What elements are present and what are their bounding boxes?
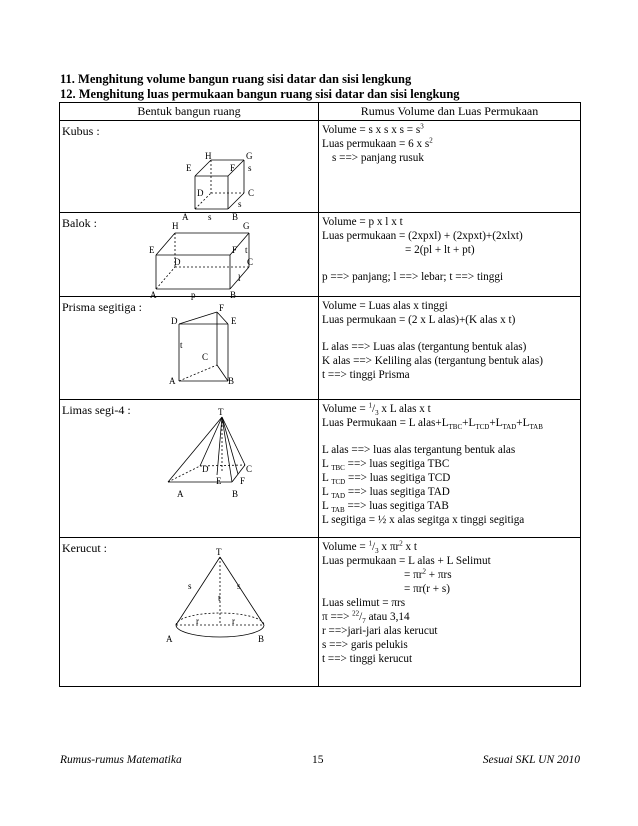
formula-line: L $_{TAB}$ ==> luas segitiga TAB xyxy=(322,500,449,515)
formula-line: t ==> tinggi Prisma xyxy=(322,369,410,381)
cube-label-C: C xyxy=(248,188,255,198)
formula-line: L alas ==> Luas alas (tergantung bentuk alas) xyxy=(322,341,527,353)
cube-label-F: F xyxy=(230,163,236,173)
cuboid-label-t: t xyxy=(245,245,248,255)
formula-cell-prisma xyxy=(319,297,581,400)
heading-surface-area: 12. Menghitung luas permukaan bangun ruang sisi datar dan sisi lengkung xyxy=(60,87,460,101)
formula-cell-kerucut xyxy=(319,538,581,687)
cube-label-G: G xyxy=(246,151,253,161)
table-header-row xyxy=(60,103,581,121)
cube-label-D: D xyxy=(197,188,204,198)
formula-line: r ==>jari-jari alas kerucut xyxy=(322,625,438,637)
cube-diagram xyxy=(60,121,319,222)
formula-table xyxy=(59,102,581,687)
formula-line: L $_{TAD}$ ==> luas segitiga TAD xyxy=(322,486,450,501)
cone-label-r1: r xyxy=(196,616,199,626)
pyramid-label-B: B xyxy=(232,489,239,499)
cone-label-B: B xyxy=(258,634,265,644)
formula-line: Luas permukaan = L alas + L Selimut xyxy=(322,555,491,567)
pyramid-label-T: T xyxy=(218,407,224,417)
pyramid-label-E: E xyxy=(216,476,222,486)
formula-line: Luas permukaan = (2xpxl) + (2xpxt)+(2xlxt) xyxy=(322,230,523,242)
cone-diagram xyxy=(60,538,319,687)
pyramid-label-A: A xyxy=(177,489,184,499)
prism-label-t: t xyxy=(180,340,183,350)
triangular-prism-diagram xyxy=(60,297,319,400)
formula-cell-balok xyxy=(319,213,581,297)
cone-label-A: A xyxy=(166,634,173,644)
formula-line: p ==> panjang; l ==> lebar; t ==> tinggi xyxy=(322,271,504,283)
formula-line: Volume = $^1/_3$ x $\pi r^2$ x t xyxy=(322,539,417,556)
cuboid-diagram xyxy=(60,213,319,300)
table-row-kubus xyxy=(60,121,581,213)
shape-name-kubus: Kubus : xyxy=(62,124,100,138)
page-number: 15 xyxy=(312,754,324,766)
cuboid-label-A: A xyxy=(150,290,157,300)
pyramid-label-F: F xyxy=(240,476,246,486)
formula-line: L segitiga = ½ x alas segitga x tinggi segitiga xyxy=(322,514,525,526)
pyramid-label-D: D xyxy=(202,464,209,474)
cuboid-label-E: E xyxy=(149,245,155,255)
prism-label-A: A xyxy=(169,376,176,386)
table-row-limas xyxy=(60,400,581,538)
cuboid-label-C: C xyxy=(247,257,254,267)
cuboid-label-l: l xyxy=(238,273,241,283)
shape-cell-kubus xyxy=(60,121,319,222)
formula-line: Volume = $^1/_3$ x L alas x t xyxy=(322,401,431,418)
formula-line: = πr(r + s) xyxy=(404,583,450,595)
formula-line: s ==> panjang rusuk xyxy=(332,152,424,164)
formula-line: L alas ==> luas alas tergantung bentuk alas xyxy=(322,444,516,456)
cube-label-H: H xyxy=(205,151,212,161)
shape-name-prisma: Prisma segitiga : xyxy=(62,300,142,314)
formula-line: Luas permukaan = 6 x $s^2$ xyxy=(322,136,433,150)
formula-line: π ==> $^{22}/_7$ atau 3,14 xyxy=(322,609,410,626)
cube-label-E: E xyxy=(186,163,192,173)
pyramid-diagram xyxy=(60,400,319,538)
formula-line: K alas ==> Keliling alas (tergantung bentuk alas) xyxy=(322,355,543,367)
prism-label-D: D xyxy=(171,316,178,326)
table-row-balok xyxy=(60,213,581,297)
cuboid-label-B: B xyxy=(230,290,237,300)
cone-label-r2: r xyxy=(232,616,235,626)
formula-line: Luas permukaan = (2 x L alas)+(K alas x t) xyxy=(322,314,516,326)
shape-name-limas: Limas segi-4 : xyxy=(62,403,131,417)
shape-name-balok: Balok : xyxy=(62,216,97,230)
formula-line: = $\pi r^2 + \pi rs$ xyxy=(404,567,452,581)
shape-name-kerucut: Kerucut : xyxy=(62,541,107,555)
cone-label-s1: s xyxy=(188,581,192,591)
cuboid-label-F: F xyxy=(232,245,238,255)
cuboid-label-D: D xyxy=(174,257,181,267)
pyramid-label-C: C xyxy=(246,464,253,474)
formula-cell-kubus xyxy=(319,121,581,213)
cube-label-s1: s xyxy=(248,163,252,173)
cuboid-label-G: G xyxy=(243,221,250,231)
formula-line: Luas Permukaan = L $alas+L_{TBC}+L_{TCD}+L_{TAD}+L_{TAB}$ xyxy=(322,417,543,432)
formula-line: Luas selimut = πrs xyxy=(322,597,406,609)
shape-cell-prisma xyxy=(60,297,319,400)
formula-line: = 2(pl + lt + pt) xyxy=(405,244,475,256)
cube-label-s2: s xyxy=(238,199,242,209)
cuboid-label-p: p xyxy=(191,290,196,300)
cone-label-t: t xyxy=(218,593,221,603)
shape-cell-limas xyxy=(60,400,319,538)
heading-volume: 11. Menghitung volume bangun ruang sisi datar dan sisi lengkung xyxy=(60,72,412,86)
cuboid-label-H: H xyxy=(172,221,179,231)
cube-label-B: B xyxy=(232,212,239,222)
formula-line: Volume = s x s x $s = s^3$ xyxy=(322,122,424,136)
footer-right: Sesuai SKL UN 2010 xyxy=(482,754,580,766)
footer-left: Rumus-rumus Matematika xyxy=(60,754,182,766)
formula-line: L $_{TCD}$ ==> luas segitiga TCD xyxy=(322,472,451,487)
shape-cell-balok xyxy=(60,213,319,300)
table-row-kerucut xyxy=(60,538,581,687)
prism-label-F: F xyxy=(219,303,225,313)
formula-line: L $_{TBC}$ ==> luas segitiga TBC xyxy=(322,458,450,473)
table-row-prisma xyxy=(60,297,581,400)
shape-cell-kerucut xyxy=(60,538,319,687)
prism-label-B: B xyxy=(228,376,235,386)
prism-label-E: E xyxy=(231,316,237,326)
header-formula: Rumus Volume dan Luas Permukaan xyxy=(319,103,581,121)
cone-label-s2: s xyxy=(237,581,241,591)
formula-line: t ==> tinggi kerucut xyxy=(322,653,413,665)
formula-line: Volume = p x l x t xyxy=(322,216,403,228)
formula-line: Volume = Luas alas x tinggi xyxy=(322,300,448,312)
cube-label-A: A xyxy=(182,212,189,222)
prism-label-C: C xyxy=(202,352,209,362)
formula-line: s ==> garis pelukis xyxy=(322,639,408,651)
header-shape: Bentuk bangun ruang xyxy=(60,103,319,121)
cube-label-s3: s xyxy=(208,212,212,222)
formula-cell-limas xyxy=(319,400,581,538)
cone-label-T: T xyxy=(216,547,222,557)
